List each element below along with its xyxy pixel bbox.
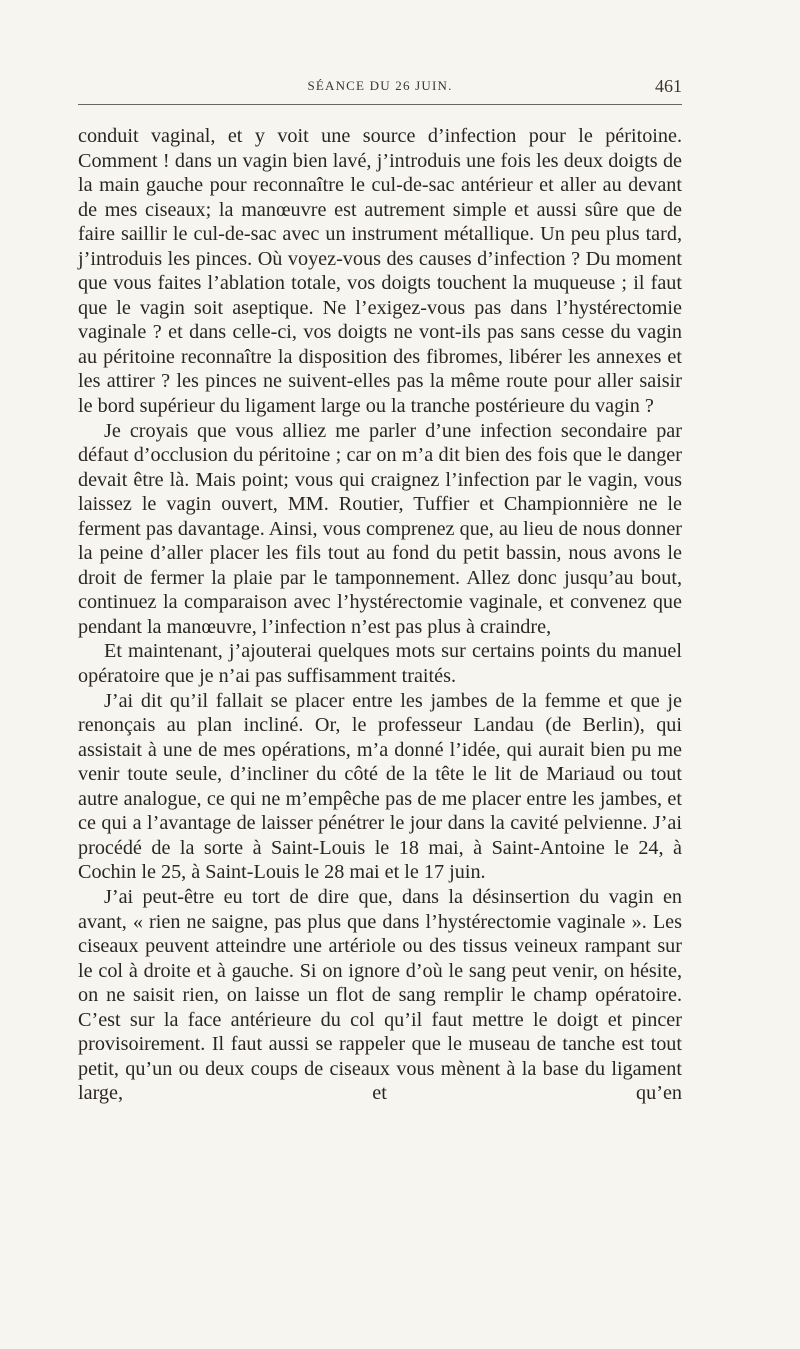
paragraph: J’ai dit qu’il fallait se placer entre les jambes de la femme et que je renonçais au plan incliné. Or, le professeur Landau (de Berlin), qui assistait à une de mes opérations, m’a donné l’idée, qui aurait bien pu me venir toute seule, d’incliner du côté de la tête le lit de Mariaud ou tout autre analogue, ce qui ne m’empêche pas de me placer entre les jambes, et ce qui a l’avantage de laisser pénétrer le jour dans la cavité pelvienne. J’ai procédé de la sorte à Saint-Louis le 18 mai, à Saint-Antoine le 24, à Cochin le 25, à Saint-Louis le 28 mai et le 17 juin. [78, 689, 682, 884]
paragraph: J’ai peut-être eu tort de dire que, dans la désinsertion du vagin en avant, « rien ne saigne, pas plus que dans l’hystérectomie vaginale ». Les ciseaux peuvent atteindre une artériole ou des tissus veineux rampant sur le col à droite et à gauche. Si on ignore d’où le sang peut venir, on hésite, on ne saisit rien, on laisse un flot de sang remplir le champ opératoire. C’est sur la face antérieure du col qu’il faut mettre le doigt et pincer provisoirement. Il faut aussi se rappeler que le museau de tanche est tout petit, qu’un ou deux coups de ciseaux vous mènent à la base du ligament large, et qu’en [78, 885, 682, 1105]
page-number: 461 [655, 76, 682, 96]
paragraph-continued: conduit vaginal, et y voit une source d’infection pour le péritoine. Comment ! dans un vagin bien lavé, j’introduis une fois les deux doigts de la main gauche pour reconnaître le cul-de-sac antérieur et aller au devant de mes ciseaux; la manœuvre est autrement simple et aussi sûre que de faire saillir le cul-de-sac avec un instrument métallique. Un peu plus tard, j’introduis les pinces. Où voyez-vous des causes d’infection ? Du moment que vous faites l’ablation totale, vos doigts touchent la muqueuse ; il faut que le vagin soit aseptique. Ne l’exigez-vous pas dans l’hystérectomie vaginale ? et dans celle-ci, vos doigts ne vont-ils pas sans cesse du vagin au péritoine reconnaître la disposition des fibromes, libérer les annexes et les attirer ? les pinces ne suivent-elles pas la même route pour aller saisir le bord supérieur du ligament large ou la tranche postérieure du vagin ? [78, 125, 682, 418]
header-rule [78, 104, 682, 105]
paragraph: Je croyais que vous alliez me parler d’une infection secondaire par défaut d’occlusion du péritoine ; car on m’a dit bien des fois que le danger devait être là. Mais point; vous qui craignez l’infection par le vagin, vous laissez le vagin ouvert, MM. Routier, Tuffier et Championnière ne le ferment pas davantage. Ainsi, vous comprenez que, au lieu de nous donner la peine d’aller placer les fils tout au fond du petit bassin, nous avons le droit de fermer la plaie par le tamponnement. Allez donc jusqu’au bout, continuez la comparaison avec l’hystérectomie vaginale, et convenez que pendant la manœuvre, l’infection n’est pas plus à craindre, [78, 419, 682, 638]
running-head [78, 76, 682, 100]
paragraph: Et maintenant, j’ajouterai quelques mots sur certains points du manuel opératoire que je n’ai pas suffisamment traités. [78, 640, 682, 688]
running-title: SÉANCE DU 26 JUIN. [307, 78, 453, 93]
body-text [78, 124, 682, 1106]
